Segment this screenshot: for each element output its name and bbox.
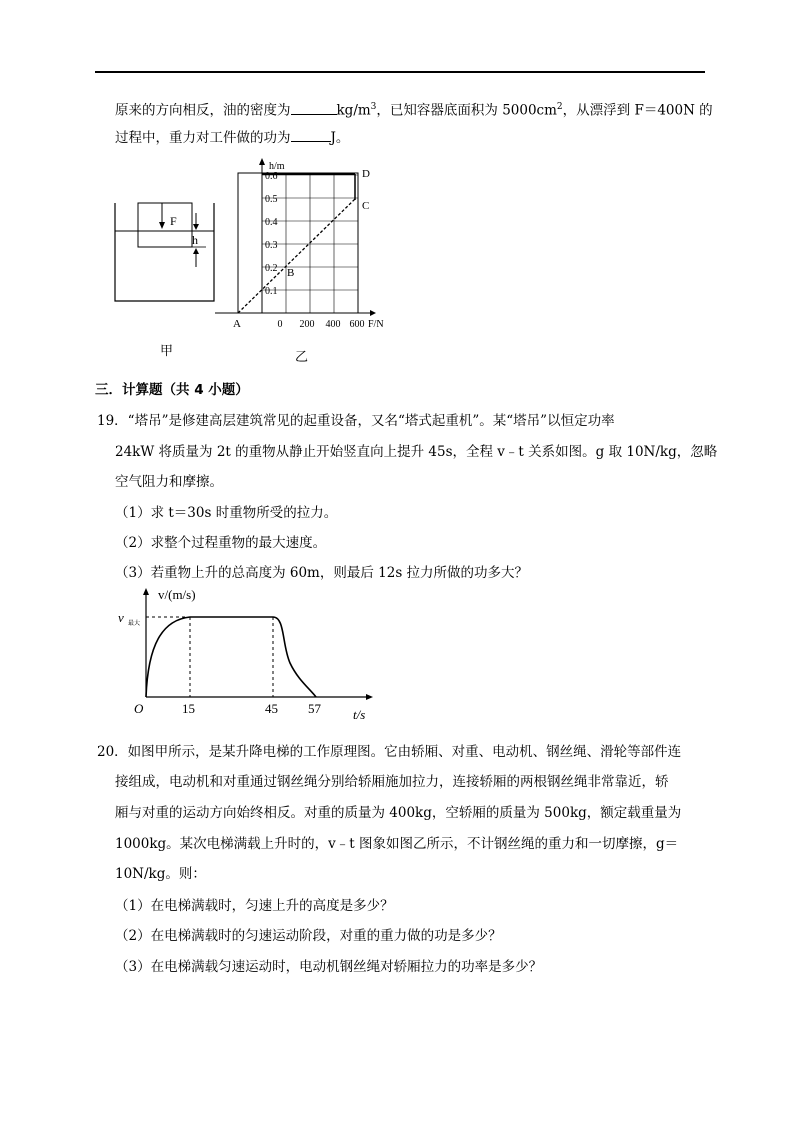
vt-origin: O: [134, 701, 144, 716]
q18-line-2: [115, 128, 349, 148]
q20-sub-1: （1）在电梯满载时，匀速上升的高度是多少？: [115, 898, 394, 914]
answer-blank-density: [291, 102, 337, 115]
vt-x-axis-label: t/s: [353, 707, 366, 722]
q18-text: 原来的方向相反，油的密度为: [115, 102, 291, 119]
q19-line-3: 空气阻力和摩擦。: [115, 474, 223, 490]
figure-yi: [205, 155, 405, 335]
header-rule: [95, 71, 705, 73]
point-B: B: [287, 267, 295, 279]
q20-sub-2: （2）在电梯满载时的匀速运动阶段，对重的重力做的功是多少？: [115, 928, 502, 944]
label-h: h: [192, 233, 198, 247]
caption-yi: 乙: [295, 350, 309, 365]
q19-line-1: 19．“塔吊”是修建高层建筑常见的起重设备，又名“塔式起重机”。某“塔吊”以恒定功率: [97, 413, 615, 429]
point-A: A: [233, 318, 241, 330]
y-tick-label: 0.6: [265, 171, 278, 182]
vt-v-subscript: 最大: [128, 621, 141, 627]
q19-sub-3: （3）若重物上升的总高度为 60m，则最后 12s 拉力所做的功多大？: [115, 565, 529, 581]
q20-line-4: 1000kg。某次电梯满载上升时的，v﹣t 图象如图乙所示，不计钢丝绳的重力和一切摩擦，g＝: [115, 836, 679, 852]
q18-line-1: [115, 97, 713, 121]
point-C: C: [362, 200, 370, 212]
unit-sup: 2: [556, 102, 563, 112]
y-tick-label: 0.5: [265, 194, 278, 205]
vt-tick-45: 45: [265, 701, 278, 716]
x-axis-label: F/N: [368, 319, 384, 330]
y-tick-label: 0.1: [265, 286, 278, 297]
section-heading: 三．计算题（共 4 小题）: [95, 382, 249, 398]
y-tick-label: 0.4: [265, 217, 278, 228]
q18-text: 过程中，重力对工件做的功为: [115, 130, 291, 146]
vt-tick-15: 15: [182, 701, 195, 716]
answer-blank-work: [291, 129, 331, 142]
x-tick-label: 200: [299, 319, 315, 330]
vt-y-axis-label: v/(m/s): [158, 587, 196, 602]
q20-sub-3: （3）在电梯满载匀速运动时，电动机钢丝绳对轿厢拉力的功率是多少？: [115, 959, 543, 975]
vt-chart: [110, 585, 390, 725]
point-D: D: [362, 168, 370, 180]
q19-line-2: 24kW 将质量为 2t 的重物从静止开始竖直向上提升 45s，全程 v﹣t 关系如图。g 取 10N/kg，忽略: [115, 444, 718, 460]
q20-line-2: 接组成，电动机和对重通过钢丝绳分别给轿厢施加拉力，连接轿厢的两根钢丝绳非常靠近，轿: [115, 774, 669, 790]
vt-v-label: v: [118, 610, 124, 625]
caption-jia: 甲: [160, 344, 174, 359]
q18-text: ，从漂浮到 F＝400N 的: [562, 102, 713, 119]
figure-jia: [110, 195, 220, 310]
unit-text: kg/m: [336, 102, 371, 119]
x-tick-label: 400: [325, 319, 341, 330]
vt-tick-57: 57: [308, 701, 321, 716]
y-tick-label: 0.3: [265, 240, 278, 251]
q20-line-3: 厢与对重的运动方向始终相反。对重的质量为 400kg，空轿厢的质量为 500kg，额定载重量为: [115, 805, 682, 821]
q18-text: J。: [330, 130, 350, 146]
y-tick-label: 0.2: [265, 263, 278, 274]
q20-line-5: 10N/kg。则：: [115, 866, 206, 882]
y-axis-label-h: h/m: [269, 161, 285, 172]
x-tick-label: 0: [277, 319, 283, 330]
q20-line-1: 20．如图甲所示，是某升降电梯的工作原理图。它由轿厢、对重、电动机、钢丝绳、滑轮等部件连: [97, 744, 682, 760]
q19-sub-2: （2）求整个过程重物的最大速度。: [115, 535, 327, 551]
q18-text: ，已知容器底面积为 5000cm: [376, 102, 557, 119]
q19-sub-1: （1）求 t＝30s 时重物所受的拉力。: [115, 505, 338, 521]
label-F: F: [170, 214, 177, 228]
unit-sup: 3: [370, 102, 377, 112]
x-tick-label: 600: [349, 319, 365, 330]
